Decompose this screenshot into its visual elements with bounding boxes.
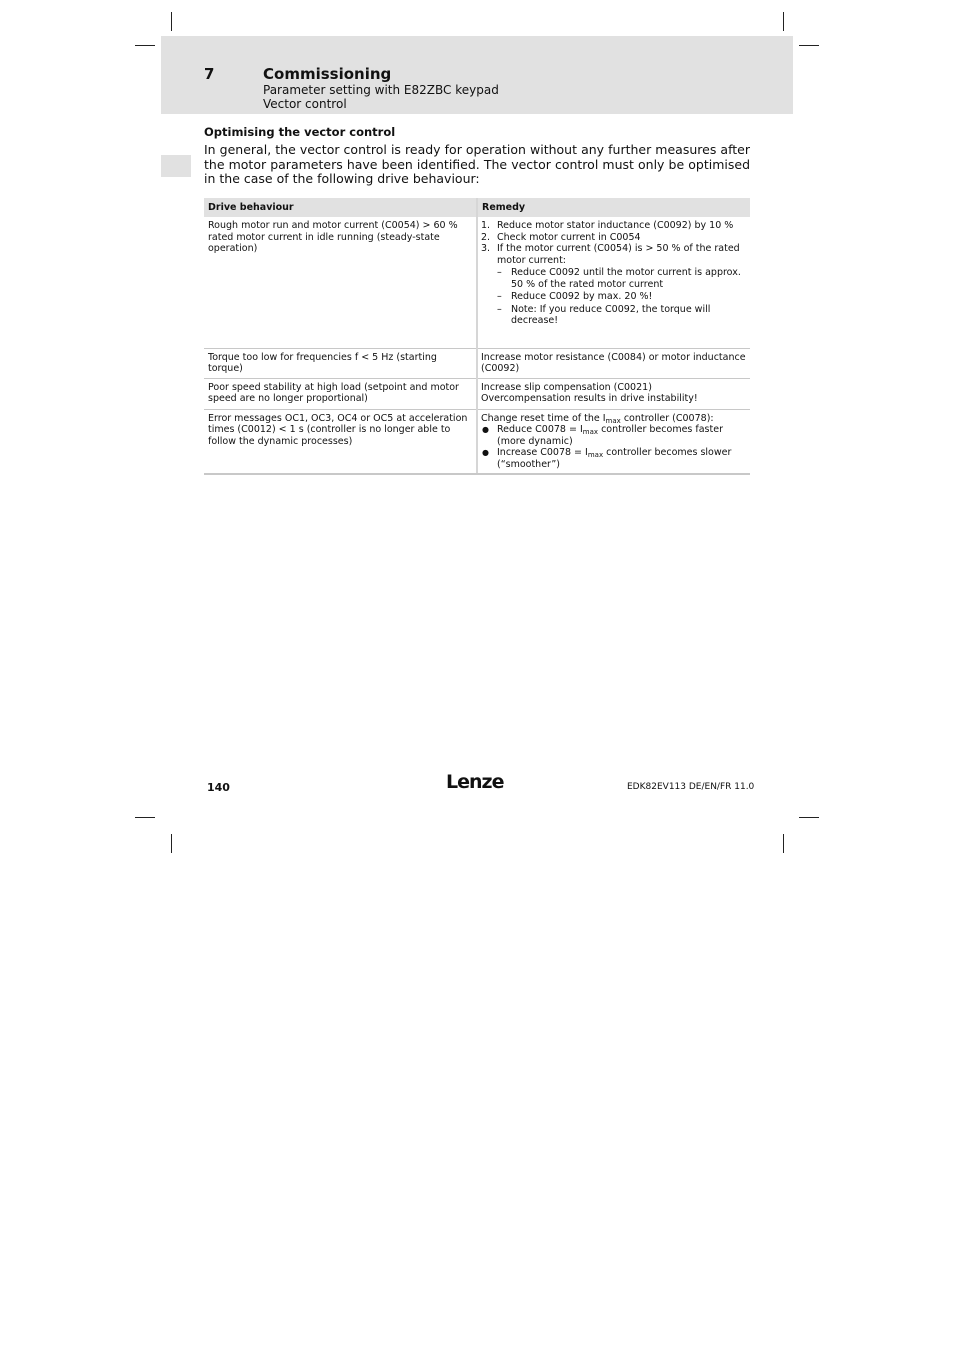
remedy-cell: Increase motor resistance (C0084) or motor inductance (C0092)	[477, 348, 750, 378]
bullet-text-part: controller becomes slower (“smoother”)	[497, 447, 732, 470]
sub-step	[481, 304, 746, 327]
numbered-step	[481, 232, 746, 244]
remedy-line: Increase slip compensation (C0021)	[481, 381, 652, 393]
brand-logo: Lenze	[446, 771, 504, 793]
crop-mark-top-left	[135, 45, 155, 46]
step-number: 1.	[481, 220, 491, 231]
crop-mark-bottom-left	[171, 834, 172, 853]
dash-marker: –	[497, 267, 502, 278]
sub-step-text: Reduce C0092 by max. 20 %!	[511, 291, 653, 302]
remedy-cell	[477, 217, 750, 348]
crop-mark-top-right	[799, 45, 819, 46]
header-subtitle: Vector control	[263, 97, 347, 111]
step-text: Check motor current in C0054	[497, 231, 641, 243]
subscript-max: max	[587, 451, 604, 459]
header-subtitle: Parameter setting with E82ZBC keypad	[263, 83, 499, 97]
crop-mark-top-right	[783, 12, 784, 31]
table-row	[204, 409, 750, 474]
bullet-text	[497, 424, 746, 447]
chapter-title: Commissioning	[263, 65, 392, 83]
bullet-item	[481, 447, 746, 470]
sub-step-text: Reduce C0092 until the motor current is approx. 50 % of the rated motor current	[511, 267, 741, 290]
step-text: Reduce motor stator inductance (C0092) by 10 %	[497, 220, 734, 231]
remedy-intro-text: Change reset time of the I	[481, 412, 606, 424]
step-number: 3.	[481, 243, 491, 254]
side-tab-marker	[161, 155, 191, 177]
bullet-text-part: Reduce C0078 = I	[497, 424, 583, 435]
behaviour-cell: Error messages OC1, OC3, OC4 or OC5 at acceleration times (C0012) < 1 s (controller is no longer able to follow the dynamic processes)	[204, 409, 477, 474]
step-text: If the motor current (C0054) is > 50 % of the rated motor current:	[497, 243, 740, 266]
table-row	[204, 348, 750, 378]
remedy-warning: Overcompensation results in drive instability!	[481, 393, 698, 404]
bullet-text-part: controller becomes faster (more dynamic)	[497, 424, 723, 447]
page-number: 140	[207, 781, 230, 794]
remedy-cell	[477, 378, 750, 409]
behaviour-cell: Poor speed stability at high load (setpoint and motor speed are no longer proportional)	[204, 378, 477, 409]
table-row	[204, 217, 750, 348]
bullet-text	[497, 447, 746, 470]
section-heading: Optimising the vector control	[204, 125, 396, 139]
bullet-text-part: Increase C0078 = I	[497, 447, 588, 458]
sub-step-text: Note: If you reduce C0092, the torque will decrease!	[511, 303, 711, 326]
subscript-max: max	[605, 416, 621, 425]
sub-step	[481, 267, 746, 290]
table-row	[204, 378, 750, 409]
column-header-remedy: Remedy	[477, 198, 750, 217]
remedy-intro	[481, 413, 746, 425]
dash-marker: –	[497, 291, 502, 302]
remedy-cell	[477, 409, 750, 474]
numbered-step	[481, 220, 746, 232]
behaviour-cell: Torque too low for frequencies f < 5 Hz (starting torque)	[204, 348, 477, 378]
drive-behaviour-table	[204, 198, 750, 475]
header-band	[161, 36, 793, 114]
crop-mark-top-left	[171, 12, 172, 31]
step-number: 2.	[481, 231, 491, 243]
bullet-icon: ●	[482, 425, 489, 434]
behaviour-cell: Rough motor run and motor current (C0054) > 60 % rated motor current in idle running (steady-state operation)	[204, 217, 477, 348]
remedy-intro-text: controller (C0078):	[620, 412, 714, 424]
crop-mark-bottom-right	[783, 834, 784, 853]
document-id: EDK82EV113 DE/EN/FR 11.0	[627, 782, 755, 792]
sub-step	[481, 291, 746, 303]
numbered-step	[481, 243, 746, 266]
dash-marker: –	[497, 303, 502, 315]
table-header-row	[204, 198, 750, 217]
bullet-icon: ●	[482, 448, 489, 457]
chapter-number: 7	[204, 65, 215, 83]
bullet-item	[481, 424, 746, 447]
crop-mark-bottom-right	[799, 817, 819, 818]
subscript-max: max	[582, 428, 599, 436]
column-header-drive-behaviour: Drive behaviour	[204, 198, 477, 217]
crop-mark-bottom-left	[135, 817, 155, 818]
intro-paragraph: In general, the vector control is ready for operation without any further measures after the motor parameters have been identified. The vector control must only be optimised in the case of the following drive behaviour:	[204, 142, 750, 186]
